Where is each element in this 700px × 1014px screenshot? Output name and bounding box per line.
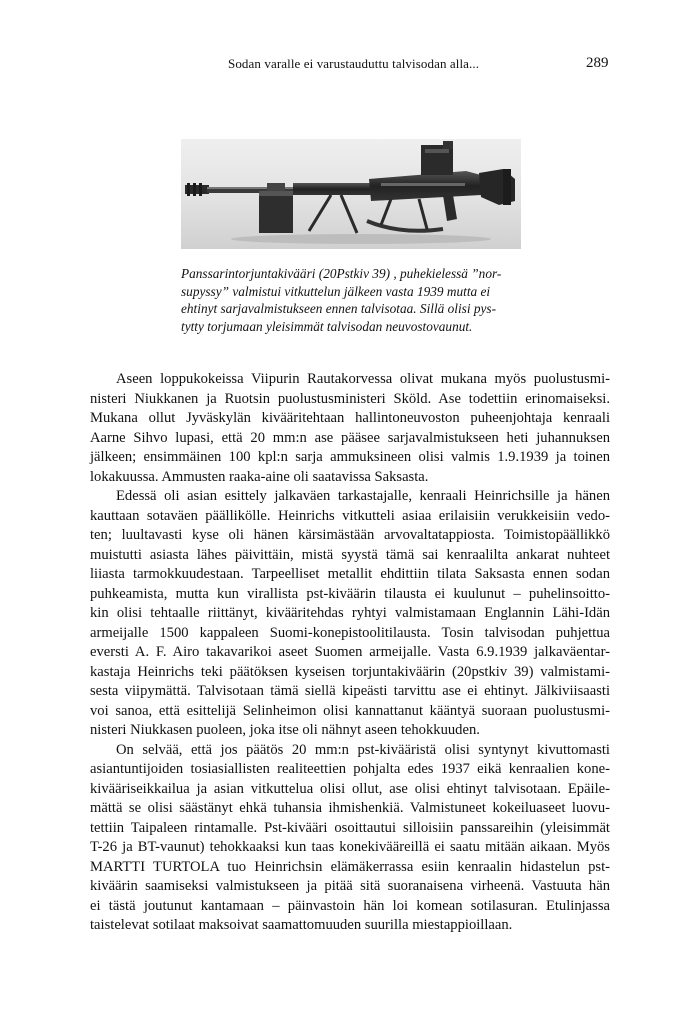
caption-line: tytty torjumaan yleisimmät talvisodan neuvostovaunut. bbox=[181, 318, 473, 334]
text-line: On selvää, että jos päätös 20 mm:n pst-kivääristä olisi syntynyt kivuttomasti bbox=[116, 741, 610, 758]
text-line: asiantuntijoiden tosiasiallisten realiteettien pohjalta edes 1937 eikä kenraalien kone- bbox=[90, 761, 610, 777]
text-line: tettiin Taipaleen rintamalle. Pst-kivääri osoittautui silloisiin panssareihin (yleisimmät bbox=[90, 819, 610, 836]
text-line: armeijalle 1500 kappaleen Suomi-konepistoolitilausta. Tosin talvisodan puhjettua bbox=[90, 624, 610, 641]
text-line: muistutti asiasta lähes päivittäin, mistä syystä tämä sai kenraalilta ankarat nuhteet bbox=[90, 546, 610, 563]
paragraph-2 bbox=[90, 487, 610, 741]
text-line: Aseen loppukokeissa Viipurin Rautakorvessa olivat mukana myös puolustusmi- bbox=[116, 371, 610, 387]
caption-line: supyssy” valmistui vitkuttelun jälkeen vasta 1939 mutta ei bbox=[181, 283, 491, 299]
running-title: Sodan varalle ei varustauduttu talvisodan alla... bbox=[228, 56, 480, 71]
paragraph-1 bbox=[90, 370, 610, 487]
text-line: Mukana ollut Jyväskylän kivääritehtaan hallintoneuvoston puheenjohtaja kenraali bbox=[90, 410, 610, 426]
body-text bbox=[90, 370, 610, 936]
rifle-photo-icon bbox=[181, 139, 521, 249]
text-line: ei tästä joutunut kantamaan – päinvastoin hän loi komean sotilasuran. Etulinjassa bbox=[90, 897, 610, 914]
caption-line: Panssarintorjuntakivääri (20Pstkiv 39) , puhekielessä ”nor- bbox=[181, 266, 502, 281]
paragraph-3 bbox=[90, 741, 610, 936]
text-line: kiväärin saamiseksi valmistukseen ja pitää sitä suoranaisena virheenä. Vastuuta hän bbox=[90, 878, 610, 894]
text-line: sesta viipymättä. Talvisotaan tämä siellä kipeästi tarvittu ase ei ehtinyt. Jälkiviisaasti bbox=[90, 683, 610, 699]
caption-line: ehtinyt sarjavalmistukseen ennen talvisotaa. Sillä olisi pys- bbox=[181, 301, 497, 317]
text-line: nisteri Niukkasen puoleen, joka itse oli nähnyt aseen tehokkuuden. bbox=[90, 722, 480, 738]
text-line: kastaja Heinrichs teki päätöksen kyseisen torjuntakiväärin (20pstkiv 39) valmistami- bbox=[90, 663, 610, 680]
text-line: mättä se olisi säästänyt ehkä tuhansia ihmishenkiä. Valmistuneet kokeiluaseet luovu- bbox=[90, 800, 610, 816]
text-line: kauttaan sotaväen päällikölle. Heinrichs vitkutteli asiaa erilaisiin verukkeisiin vedo- bbox=[90, 507, 610, 524]
page-number: 289 bbox=[586, 55, 609, 71]
text-line: Edessä oli asian esittely jalkaväen tarkastajalle, kenraali Heinrichsille ja hänen bbox=[116, 488, 610, 504]
text-line: kivääriseikkailua ja asian vitkuttelua olisi ollut, ase olisi ehtinyt talvisotaan. Epäile- bbox=[90, 780, 610, 797]
text-line: voi sanoa, että esittelijä Selinheimon olisi kannattanut kääntyä suoraan puolustusmi- bbox=[90, 702, 610, 719]
figure-caption bbox=[181, 265, 521, 335]
text-line: MARTTI TURTOLA tuo Heinrichsin elämäkerrassa esiin kenraalin hidastelun pst- bbox=[90, 858, 610, 875]
text-line: puhkeamista, mutta kun virallista pst-kiväärin tilausta ei kuulunut – puhelinsoitto- bbox=[90, 585, 610, 602]
text-line: kin olisi tehtaalle riittänyt, kivääritehdas ryhtyi valmistamaan Englannin Lähi-Idän bbox=[90, 605, 610, 621]
text-line: T-26 ja BT-vaunut) tehokkaaksi kun taas konekivääreillä ei saatu mitään aikaan. Myös bbox=[90, 839, 610, 855]
anti-tank-rifle-photo bbox=[181, 139, 521, 249]
text-line: eversti A. F. Airo takavarikoi aseet Suomen armeijalle. Vasta 6.9.1939 jalkaväentar- bbox=[90, 644, 610, 660]
text-line: jälkeen; ensimmäinen 100 kpl:n sarja ammuksineen olisi valmis 1.9.1939 ja toinen bbox=[90, 449, 610, 465]
text-line: nisteri Niukkanen ja Ruotsin puolustusministeri Sköld. Ase todettiin erinomaiseksi. bbox=[90, 390, 610, 407]
text-line: lokakuussa. Ammusten raaka-aine oli saatavissa Saksasta. bbox=[90, 468, 429, 485]
text-line: liiasta tarmokkuudestaan. Tarpeelliset metallit ehdittiin tilata Saksasta ennen sodan bbox=[90, 566, 610, 582]
text-line: taistelevat sotilaat maksoivat saamattomuuden suurilla miestappioillaan. bbox=[90, 917, 513, 933]
text-line: ten; luultavasti kyse oli hänen kärsimästään arvovaltatappiosta. Toimistopäällikkö bbox=[90, 527, 610, 543]
text-line: Aarne Sihvo lupasi, että 20 mm:n ase pääsee sarjavalmistukseen heti juhannuksen bbox=[90, 429, 610, 446]
